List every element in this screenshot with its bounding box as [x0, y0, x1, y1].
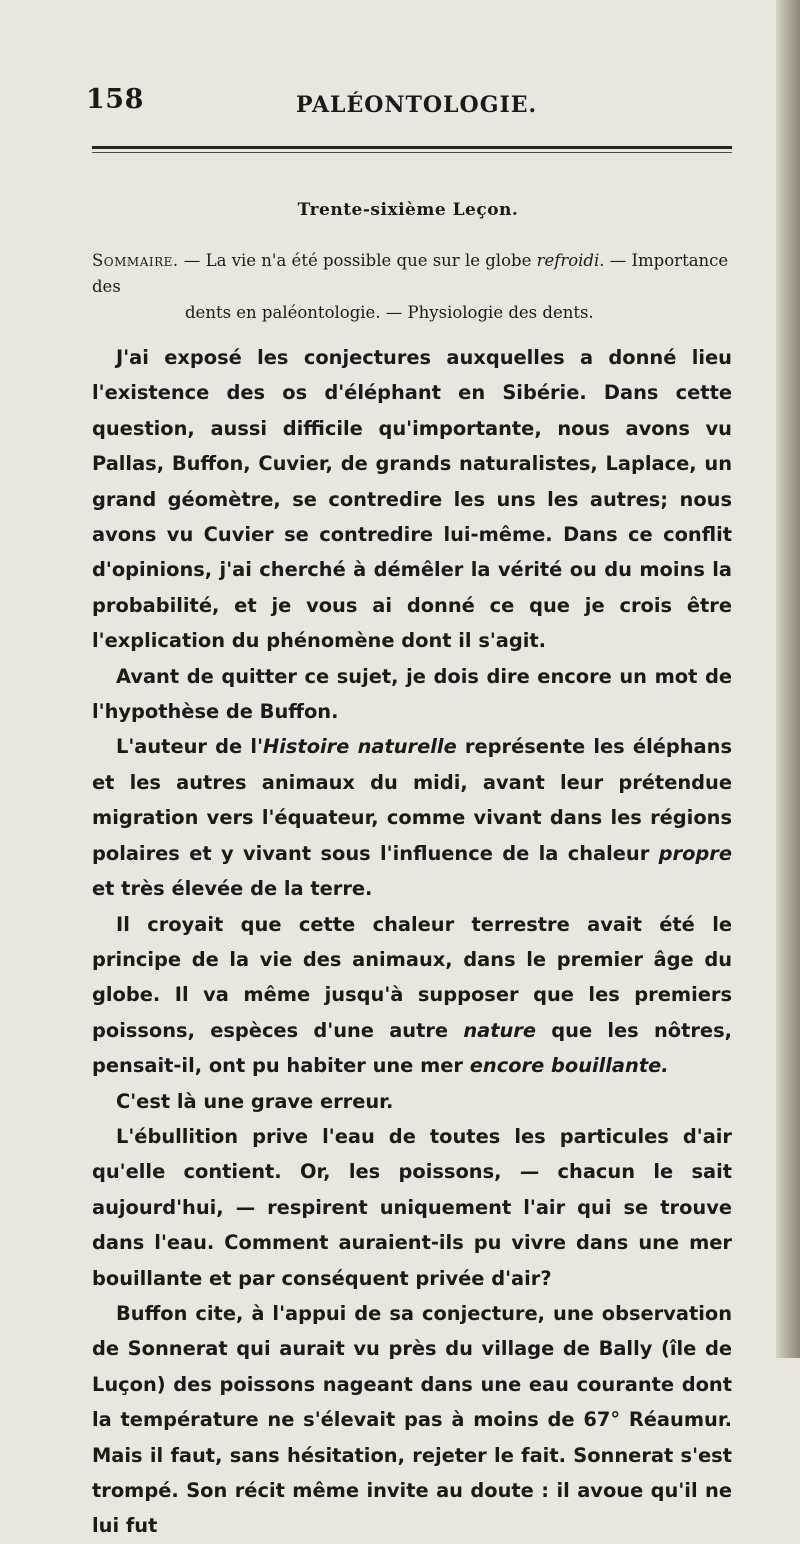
body-text	[92, 340, 732, 1544]
running-head: PALÉONTOLOGIE.	[296, 92, 538, 118]
lecture-title: Trente-sixième Leçon.	[297, 200, 519, 220]
paragraph-6: L'ébullition prive l'eau de toutes les particules d'air qu'elle contient. Or, les poissons, — chacun le sait aujourd'hui, — respirent uniquement l'air qui se trouve dans l'eau. Comment auraient-ils pu vivre dans une mer bouillante et par conséquent privée d'air?	[92, 1124, 732, 1290]
summary-line1-end: — Importance des	[92, 251, 729, 296]
paragraph-3-text-e: et très élevée de la terre.	[92, 877, 373, 901]
paragraph-3-text-a: L'auteur de l'	[116, 735, 264, 759]
summary-line2: dents en paléontologie. — Physiologie des dents.	[185, 303, 594, 322]
paragraph-1: J'ai exposé les conjectures auxquelles a donné lieu l'existence des os d'éléphant en Sibérie. Dans cette question, aussi difficile qu'importante, nous avons vu Pallas, Buffon, Cuvier, de grands naturalistes, Laplace, un grand géomètre, se contredire les uns les autres; nous avons vu Cuvier se contredire lui-même. Dans ce conflit d'opinions, j'ai cherché à démêler la vérité ou du moins la probabilité, et je vous ai donné ce que je crois être l'explication du phénomène dont il s'agit.	[92, 346, 732, 653]
summary-line1-emphasis: refroidi.	[536, 251, 605, 270]
header-rule	[92, 146, 732, 149]
paragraph-4-text-c: que les nôtres, pensait-il, ont pu habiter une mer	[92, 1018, 732, 1078]
paragraph-5: C'est là une grave erreur.	[116, 1089, 394, 1113]
paragraph-4-emphasis-bouillante: encore bouillante.	[469, 1054, 669, 1078]
summary-label: Sommaire.	[92, 251, 179, 270]
paragraph-3-emphasis: propre	[658, 841, 732, 865]
paragraph-4-text-a: Il croyait que cette chaleur terrestre avait été le principe de la vie des animaux, dans le premier âge du globe. Il va même jusqu'à supposer que les premiers poissons, espèces d'une autre	[92, 912, 732, 1042]
paragraph-3-book-title: Histoire naturelle	[263, 735, 457, 759]
paragraph-4	[92, 907, 732, 1084]
paragraph-3-text-c: représente les éléphans et les autres animaux du midi, avant leur prétendue migration vers l'équateur, comme vivant dans les régions polaires et y vivant sous l'influence de la chaleur	[92, 735, 732, 865]
summary-line1: — La vie n'a été possible que sur le globe	[178, 251, 537, 270]
paragraph-7: Buffon cite, à l'appui de sa conjecture, une observation de Sonnerat qui aurait vu près du village de Bally (île de Luçon) des poissons nageant dans une eau courante dont la température ne s'élevait pas à moins de 67° Réaumur. Mais il faut, sans hésitation, rejeter le fait. Sonnerat s'est trompé. Son récit même invite au doute : il avoue qu'il ne lui fut	[92, 1301, 732, 1538]
summary	[92, 248, 732, 326]
paragraph-2: Avant de quitter ce sujet, je dois dire encore un mot de l'hypothèse de Buffon.	[92, 664, 732, 724]
header-rule-thin	[92, 152, 732, 153]
paragraph-3	[92, 729, 732, 906]
page-edge	[776, 0, 800, 1358]
paragraph-4-emphasis-nature: nature	[463, 1018, 537, 1042]
page-number: 158	[86, 84, 144, 115]
